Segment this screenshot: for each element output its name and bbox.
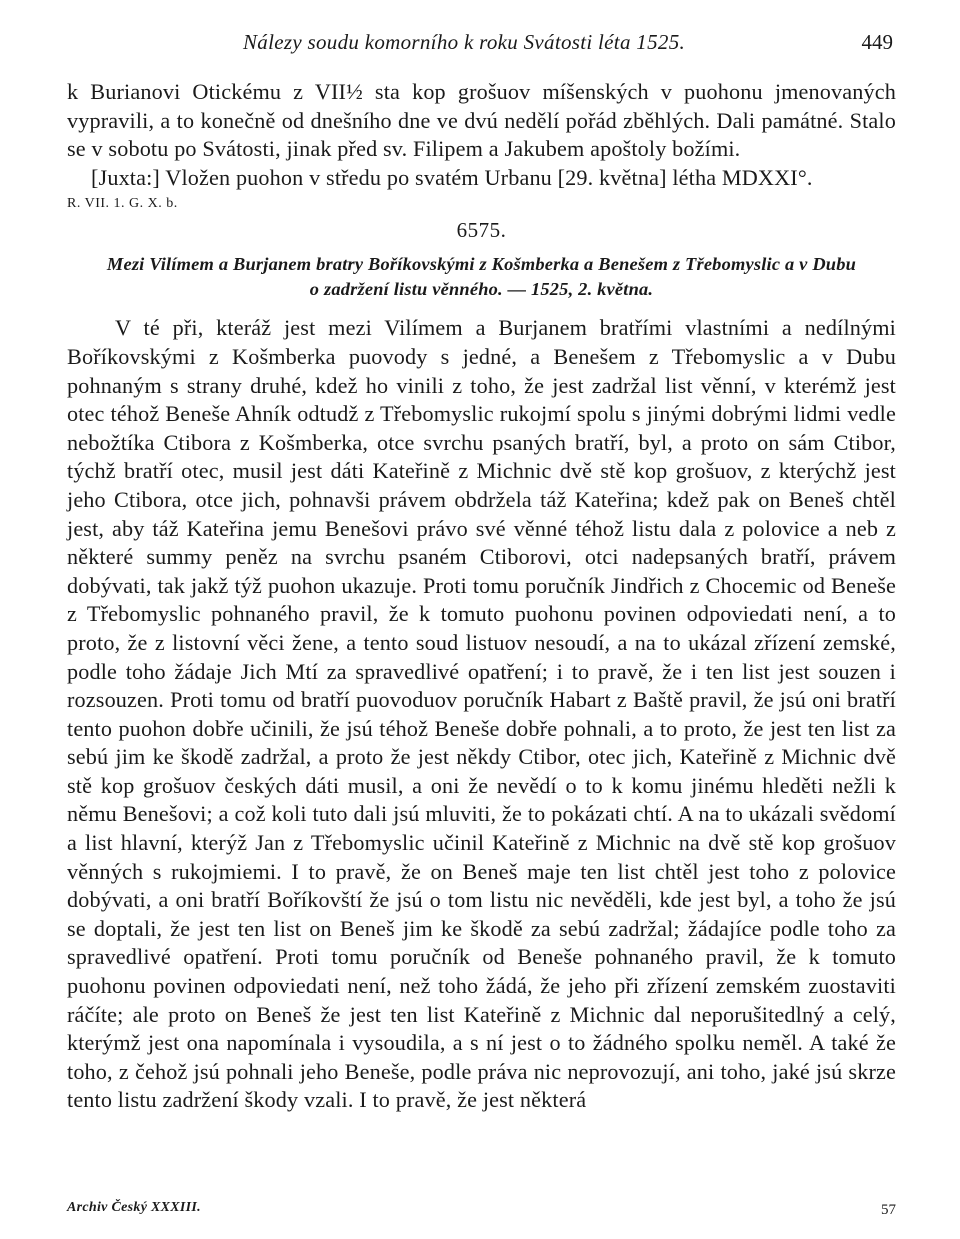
footer-signature: Archiv Český XXXIII. xyxy=(67,1200,201,1215)
document-body: V té při, kteráž jest mezi Vilímem a Burjanem bratřími vlastními a nedílnými Boříkovskými z Košmberka puovody s jedné, a Benešem z Třebomyslic a v Dubu pohnaným s strany druhé, kdež ho vinili z toho, že jest zadržal list věnní, v kterémž jest otec téhož Beneše Ahník odtudž z Třebomyslic rukojmí spolu s jinými dobrými lidmi vedle nebožtíka Ctibora z Košmberka, otce svrchu psaných bratří, byl, a proto on sám Ctibor, týchž bratří otec, musil jest dáti Kateřině z Michnic dvě stě kop grošuov, z kterýchž jest jeho Ctibora, otce jich, pohnavši právem obdržela táž Kateřina; kdež pak on Beneš chtěl jest, aby táž Kateřina jemu Benešovi právo své věnné téhož listu dala z polovice a neb z některé summy peněz na svrchu psaném Ctiborovi, otci nadepsaných bratří, právem dobývati, tak jakž týž puohon ukazuje. Proti tomu poručník Jindřich z Chocemic od Beneše z Třebomyslic pohnaného pravil, že k tomuto puohonu povinen odpoviedati není, a to proto, že z listovní věci žene, a tento soud listuov nesoudí, a na to ukázal zřízení zemské, podle toho žádaje Jich Mtí za spravedlivé opatření; i to pravě, že i ten list jest souzen i rozsouzen. Proti tomu od bratří puovoduov poručník Habart z Baště pravil, že jsú oni bratří tento puohon dobře učinili, že jsú téhož Beneše dobře pohnali, a to proto, že jest ten list za sebú jim ke škodě zadržal, a proto že jest někdy Ctibor, otec jich, Kateřině z Michnic dvě stě kop grošuov českých dáti musil, a oni že nevědí o to k komu jinému hleděti nežli k němu Benešovi; a což koli tuto dali jsú mluviti, že to pokázati chtí. A na to ukázali svědomí a list hlavní, kterýž Jan z Třebomyslic učinil Kateřině z Michnic na dvě stě kop grošuov věnných s rukojmiemi. I to pravě, že on Beneš maje ten list chtěl jest toho z polovice dobývati, a oni bratří Boříkovští že jsú o tom listu nic nevěděli, kde jest byl, a toho že jsú se doptali, že jest ten list on Beneš jim ke škodě za sebú zadržal; žádajíce podle toho za spravedlivé opatření. Proti tomu poručník od Beneše pohnaného pravil, že k tomuto puohonu povinen odpoviedati není, než toho žádá, že jeho při zřízení zemském zuostaviti ráčíte; ale proto on Beneš že jest ten list Kateřině z Michnic dal neporušitedlný a celý, kterýmž jest ona napomínala i vysoudila, a s ní jest o to žádného spolku neměl. A také že toho, z čehož jsú pohnali jeho Beneše, podle práva nic neprovozují, ani toho, jaké jsú skrze tento listu zadržení škody vzali. I to pravě, že jest některá xyxy=(67,315,896,1113)
running-header xyxy=(0,30,960,60)
source-reference: R. VII. 1. G. X. b. xyxy=(67,196,178,212)
page-footer xyxy=(67,1200,896,1224)
document-regest xyxy=(67,252,896,302)
running-title: Nálezy soudu komorního k roku Svátosti léta 1525. xyxy=(243,30,686,54)
juxta-note: [Juxta:] Vložen puohon v středu po svatém Urbanu [29. května] létha MDXXI°. xyxy=(91,164,813,190)
regest-line-1: Mezi Vilímem a Burjanem bratry Boříkovskými z Košmberka a Benešem z Třebomyslic a v Dubu xyxy=(106,254,857,275)
continuation-paragraph: k Burianovi Otickému z VII½ sta kop grošuov míšenských v puohonu jmenovaných vypravili, a to konečně od dnešního dne ve dvú nedělí pořád zběhlých. Dali památné. Stalo se v sobotu po Svátosti, jinak před sv. Filipem a Jakubem apoštoly božími. xyxy=(67,79,896,162)
text-block xyxy=(67,78,896,1115)
regest-line-2: o zadržení listu věnného. — 1525, 2. května. xyxy=(309,279,654,300)
page-number: 449 xyxy=(861,30,893,54)
document-number: 6575. xyxy=(456,218,507,243)
sheet-number: 57 xyxy=(881,1202,896,1218)
